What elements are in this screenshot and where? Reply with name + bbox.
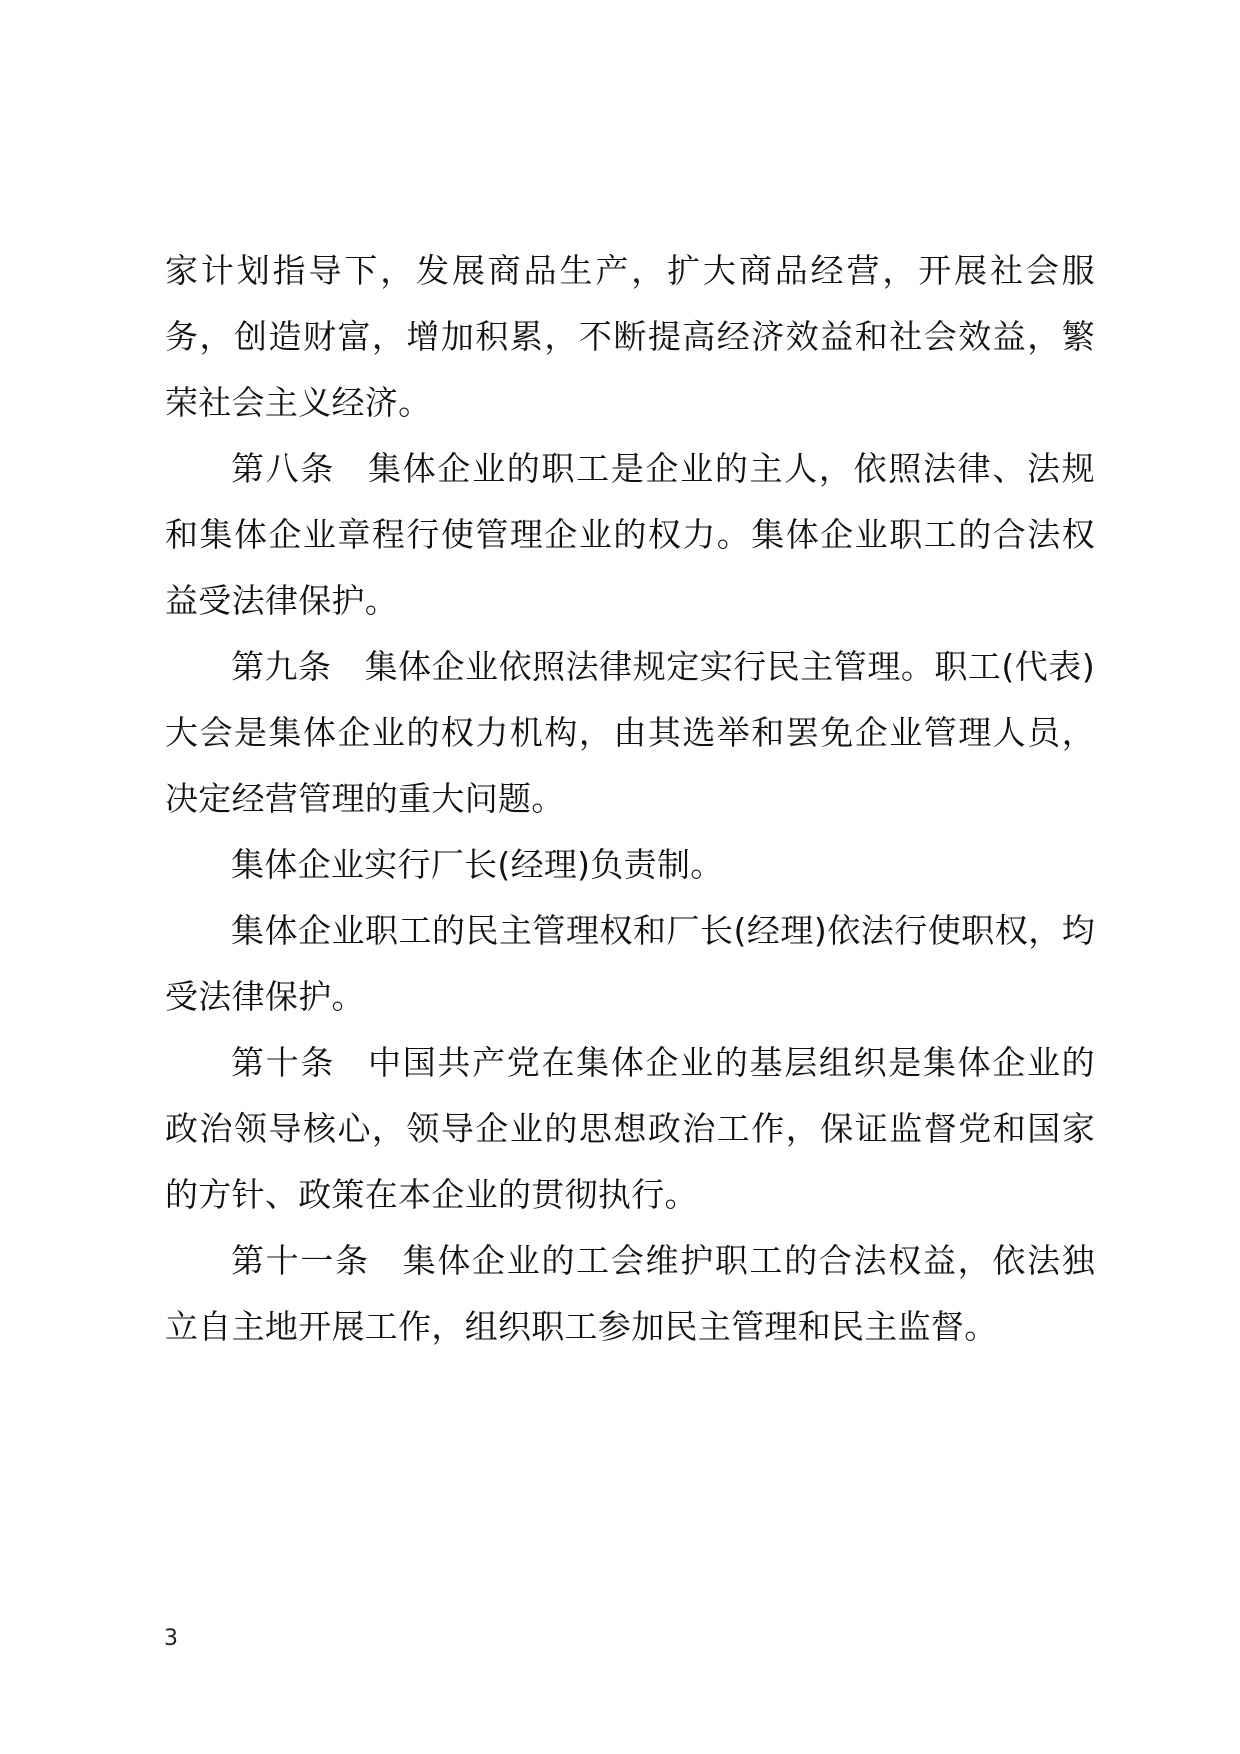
article-9-clause-3 (165, 898, 1095, 1030)
article-number: 第十条 (231, 1043, 336, 1082)
document-body (165, 238, 1095, 1360)
article-number: 第十一条 (231, 1241, 370, 1280)
paragraph-text: 集体企业的职工是企业的主人，依照法律、法规和集体企业章程行使管理企业的权力。集体企业职工的合法权益受法律保护。 (165, 449, 1095, 620)
page-number: 3 (164, 1626, 178, 1651)
article-8-paragraph (165, 436, 1095, 634)
article-11-paragraph (165, 1228, 1095, 1360)
article-number: 第九条 (231, 647, 332, 686)
article-10-paragraph (165, 1030, 1095, 1228)
article-number: 第八条 (231, 449, 336, 488)
paragraph-continuation (165, 238, 1095, 436)
article-9-paragraph (165, 634, 1095, 832)
paragraph-text: 家计划指导下，发展商品生产，扩大商品经营，开展社会服务，创造财富，增加积累，不断提高经济效益和社会效益，繁荣社会主义经济。 (165, 251, 1095, 422)
paragraph-text: 集体企业依照法律规定实行民主管理。职工(代表)大会是集体企业的权力机构，由其选举和罢免企业管理人员，决定经营管理的重大问题。 (165, 647, 1095, 818)
paragraph-text: 集体企业的工会维护职工的合法权益，依法独立自主地开展工作，组织职工参加民主管理和民主监督。 (165, 1241, 1096, 1346)
article-9-clause-2 (165, 832, 1095, 898)
paragraph-text: 集体企业实行厂长(经理)负责制。 (231, 845, 724, 884)
paragraph-text: 中国共产党在集体企业的基层组织是集体企业的政治领导核心，领导企业的思想政治工作，保证监督党和国家的方针、政策在本企业的贯彻执行。 (165, 1043, 1095, 1214)
paragraph-text: 集体企业职工的民主管理权和厂长(经理)依法行使职权，均受法律保护。 (165, 911, 1095, 1016)
